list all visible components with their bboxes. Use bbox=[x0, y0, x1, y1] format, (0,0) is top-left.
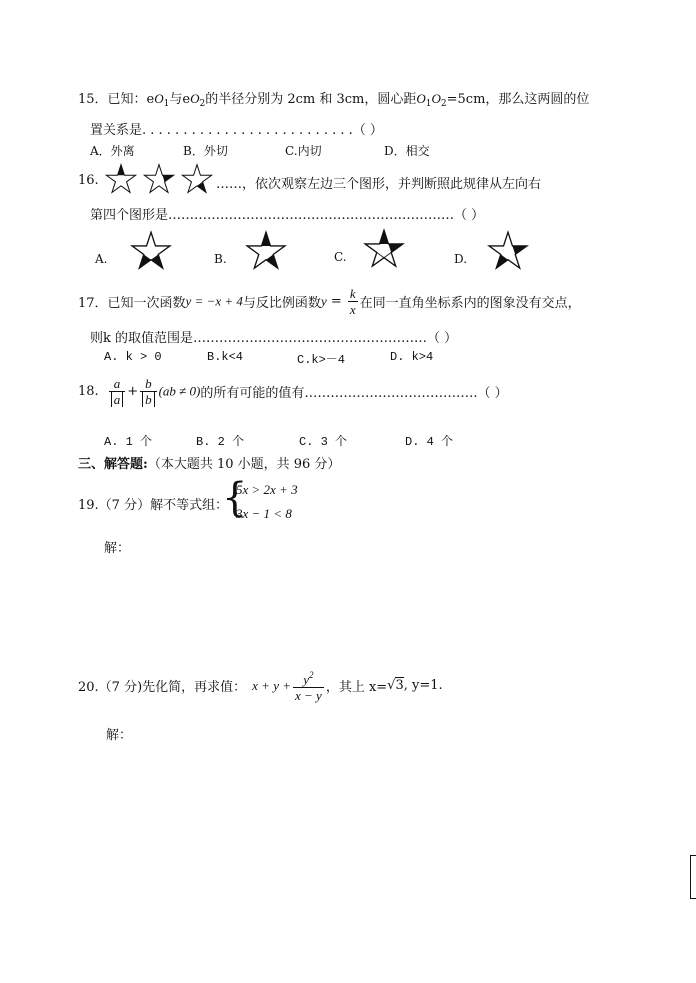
q15-o1o2-a: O bbox=[416, 91, 426, 106]
q15-line1 bbox=[78, 88, 589, 109]
q20-fraction-denominator: x − y bbox=[295, 688, 322, 703]
q17-inverse-eq: = bbox=[326, 294, 346, 309]
q20-cond-suffix: , y=1. bbox=[403, 678, 443, 693]
q19-brace: { bbox=[222, 475, 248, 521]
q16-option-c bbox=[334, 228, 409, 270]
q20-sqrt: √3 bbox=[387, 678, 404, 693]
q15-joiner: 与 bbox=[169, 92, 183, 107]
q17-option-b: B.k<4 bbox=[207, 350, 244, 364]
section3-subtitle: （本大题共 10 小题，共 96 分） bbox=[147, 457, 341, 472]
q18-option-b: B. 2 个 bbox=[196, 435, 245, 449]
q18-number: 18. bbox=[78, 384, 99, 399]
q15-o2-sub: 2 bbox=[199, 99, 206, 109]
q18-fraction-b-denominator: b bbox=[142, 392, 155, 407]
q18-plus: + bbox=[127, 384, 139, 399]
q20-cond-prefix: ，其上 x= bbox=[325, 680, 388, 695]
q18-text: 的所有可能的值有………………………………….（ ） bbox=[200, 386, 508, 401]
q18-option-a: A. 1 个 bbox=[104, 435, 153, 449]
q18-fraction-a bbox=[109, 376, 126, 407]
section3-title: 三、解答题: bbox=[78, 457, 148, 472]
q17-inverse-lhs: y bbox=[320, 293, 327, 309]
q15-o1o2-a-sub: 1 bbox=[425, 99, 432, 109]
q18-fraction-b bbox=[140, 376, 157, 407]
q16-line2: 第四个图形是…………………………………………………………（ ） bbox=[90, 208, 485, 223]
star-icon bbox=[142, 163, 176, 197]
q18-fraction-b-numerator: b bbox=[140, 376, 157, 392]
q20-numerator-base: y bbox=[303, 672, 310, 687]
q16-option-a bbox=[95, 230, 176, 272]
q19-answer-label: 解： bbox=[104, 541, 131, 556]
q17-inverse-fraction bbox=[348, 286, 358, 317]
q16-option-b bbox=[214, 230, 291, 272]
q20-fraction bbox=[293, 668, 324, 703]
page-edge-mark bbox=[690, 855, 696, 899]
q16-sequence-stars bbox=[104, 163, 214, 197]
q19-inequality-1: 5x > 2x + 3 bbox=[236, 482, 298, 497]
q15-o1o2-b-sub: 2 bbox=[440, 99, 447, 109]
q18-fraction-a-denominator: a bbox=[111, 392, 124, 407]
q15-o1-sub: 1 bbox=[163, 99, 170, 109]
q20-answer-label: 解： bbox=[106, 728, 133, 743]
q16-option-c-label: C. bbox=[334, 249, 347, 264]
q18-line1 bbox=[78, 376, 508, 407]
star-icon bbox=[104, 163, 138, 197]
q20-numerator-exponent: 2 bbox=[309, 670, 314, 680]
q18-option-c: C. 3 个 bbox=[299, 435, 348, 449]
q16-option-d bbox=[454, 230, 533, 272]
q20-prefix: 20.（7 分)先化简，再求值： bbox=[78, 680, 247, 695]
q16-option-d-label: D. bbox=[454, 251, 468, 266]
q20-sqrt-radicand: 3 bbox=[395, 678, 404, 693]
q20-expression-lead: x + y + bbox=[252, 677, 291, 693]
q15-radius-text: 的半径分别为 2cm 和 3cm，圆心距 bbox=[205, 92, 417, 107]
q20-line bbox=[78, 668, 443, 703]
q16-option-a-label: A. bbox=[95, 251, 108, 266]
q16-number: 16. bbox=[78, 173, 99, 188]
q19-inequality-2: 3x − 1 < 8 bbox=[236, 506, 292, 521]
section3-heading bbox=[78, 453, 340, 472]
q17-option-c: C.k>－4 bbox=[297, 353, 346, 367]
q19-prefix: 19.（7 分）解不等式组： bbox=[78, 498, 229, 513]
star-option-c-icon bbox=[359, 228, 409, 270]
q15-line2: 置关系是. . . . . . . . . . . . . . . . . . . . . . . . . .（ ） bbox=[90, 123, 383, 138]
q15-circle-symbol: e bbox=[146, 92, 155, 107]
q17-linear-lhs: y bbox=[185, 293, 192, 309]
q17-line1 bbox=[78, 286, 581, 317]
q15-o2: O bbox=[190, 91, 200, 106]
q20-fraction-numerator bbox=[293, 668, 324, 688]
q17-inverse-numerator: k bbox=[349, 286, 356, 301]
q16-option-b-label: B. bbox=[214, 251, 227, 266]
star-option-b-icon bbox=[241, 230, 291, 272]
q15-option-a: A．外离 bbox=[90, 144, 135, 158]
q17-prefix: 17．已知一次函数 bbox=[78, 296, 186, 311]
star-option-d-icon bbox=[483, 230, 533, 272]
star-icon bbox=[180, 163, 214, 197]
q17-option-d: D. k>4 bbox=[390, 350, 434, 364]
q15-option-b: B．外切 bbox=[183, 144, 228, 158]
q15-option-c: C.内切 bbox=[285, 144, 322, 158]
q15-number: 15．已知： bbox=[78, 92, 147, 107]
q15-circle-symbol-2: e bbox=[182, 92, 191, 107]
q18-condition: (ab ≠ 0) bbox=[158, 383, 201, 399]
q15-option-d: D．相交 bbox=[384, 144, 430, 158]
q17-suffix: 在同一直角坐标系内的图象没有交点， bbox=[359, 296, 581, 311]
star-option-a-icon bbox=[126, 230, 176, 272]
q15-distance-text: =5cm，那么这两圆的位 bbox=[446, 92, 590, 107]
q17-line2: 则k 的取值范围是………………………………………………（ ） bbox=[90, 331, 458, 346]
q15-o1o2-b: O bbox=[431, 91, 441, 106]
q17-linear-rhs: = −x + 4 bbox=[191, 293, 243, 309]
q18-option-d: D. 4 个 bbox=[405, 435, 454, 449]
q17-option-a: A. k > 0 bbox=[104, 350, 162, 364]
q15-o1: O bbox=[154, 91, 164, 106]
q18-fraction-a-numerator: a bbox=[109, 376, 126, 392]
q17-middle: 与反比例函数 bbox=[242, 296, 321, 311]
q17-inverse-denominator: x bbox=[349, 302, 356, 317]
q16-text: ……，依次观察左边三个图形，并判断照此规律从左向右 bbox=[216, 177, 542, 192]
